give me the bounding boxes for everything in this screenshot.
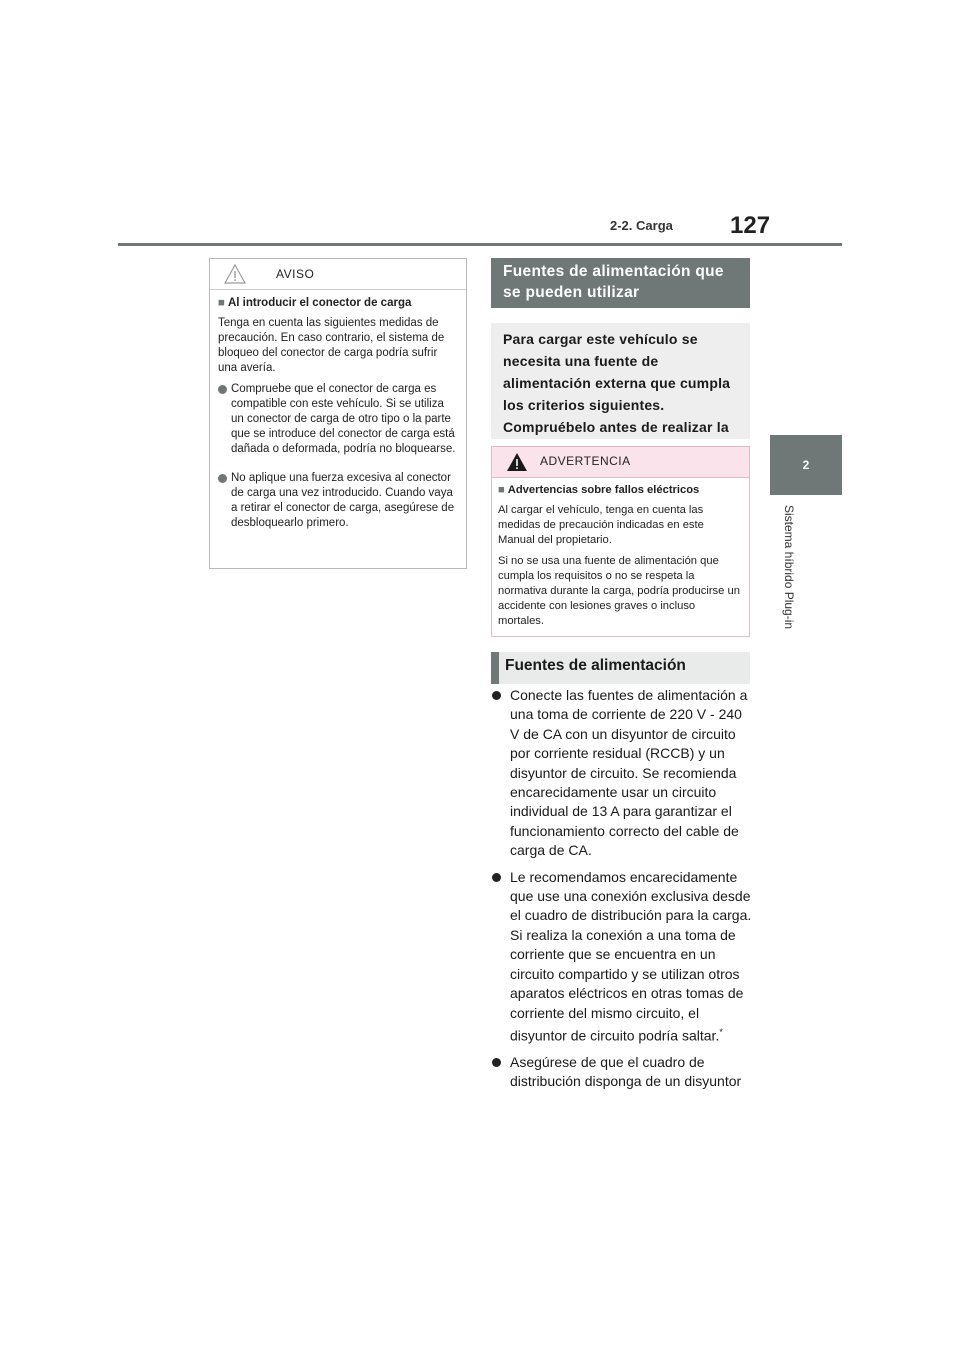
chapter-tab: [770, 435, 842, 495]
warning-box: [491, 446, 750, 637]
caution-intro: Tenga en cuenta las siguientes medidas de precaución. En caso contrario, el sistema de bloqueo del conector de carga podría sufrir una avería.: [218, 317, 445, 374]
bullet-dot-icon: [492, 691, 501, 700]
warning-label: ADVERTENCIA: [540, 454, 631, 468]
caution-label: AVISO: [276, 267, 315, 281]
section-intro: Para cargar este vehículo se necesita una fuente de alimentación externa que cumpla los criterios siguientes. Compruébelo antes de realizar la: [491, 323, 750, 439]
section-heading: 2-2. Carga: [610, 218, 673, 233]
chapter-title: Sistema híbrido Plug-in: [782, 505, 796, 630]
square-bullet-icon: ■: [498, 484, 505, 496]
list-item: [491, 686, 753, 861]
circle-bullet-icon: [218, 474, 227, 483]
list-item-text: Le recomendamos encarecidamente que use una conexión exclusiva desde el cuadro de distribución para la carga. Si realiza la conexión a una toma de corriente que se encuentra en un circuito compartido y se utilizan otros aparatos eléctricos en otras tomas de corriente del mismo circuito, el disyuntor de circuito podría saltar.: [510, 868, 752, 1044]
list-item-text: Asegúrese de que el cuadro de distribución disponga de un disyuntor: [510, 1053, 742, 1090]
chapter-side-label: [782, 505, 804, 647]
square-bullet-icon: ■: [218, 297, 225, 309]
caution-box: [209, 258, 467, 569]
chapter-number: 2: [802, 458, 810, 472]
circle-bullet-icon: [218, 385, 227, 394]
bullet-dot-icon: [492, 1058, 501, 1067]
warning-body: [492, 478, 749, 629]
subsection-title: Fuentes de alimentación: [491, 652, 750, 684]
warning-header: [492, 447, 749, 478]
bullet-dot-icon: [492, 873, 501, 882]
list-item: [491, 868, 753, 1046]
section-title: Fuentes de alimentación que se pueden utilizar: [491, 258, 750, 308]
caution-item-text: No aplique una fuerza excesiva al conector de carga una vez introducido. Cuando vaya a retirar el conector de carga, asegúrese de desbloquearlo primero.: [231, 472, 455, 529]
caution-item: [218, 471, 458, 531]
bullet-list: [491, 686, 753, 1099]
warning-subheading-text: Advertencias sobre fallos eléctricos: [507, 484, 700, 496]
caution-triangle-icon: [224, 264, 246, 284]
page-number: 127: [730, 212, 771, 239]
caution-body: [210, 290, 466, 531]
caution-item: [218, 382, 458, 457]
caution-header: [210, 259, 466, 290]
warning-subheading: [498, 483, 743, 498]
caution-subheading: [218, 296, 458, 311]
footnote-mark: *: [719, 1026, 723, 1037]
caution-item-text: Compruebe que el conector de carga es compatible con este vehículo. Si se utiliza un conector de carga de otro tipo o la parte que se introduce del conector de carga está dañada o deformada, podría no bloquearse.: [231, 383, 456, 455]
header-divider: [118, 243, 842, 246]
warning-triangle-icon: [506, 452, 528, 472]
caution-subheading-text: Al introducir el conector de carga: [227, 297, 412, 309]
warning-paragraph: Al cargar el vehículo, tenga en cuenta las medidas de precaución indicadas en este Manual del propietario.: [498, 504, 704, 546]
list-item-text: Conecte las fuentes de alimentación a una toma de corriente de 220 V - 240 V de CA con un disyuntor de circuito por corriente residual (RCCB) y un disyuntor de circuito. Se recomienda encarecidamente usar un circuito individual de 13 A para garantizar el funcionamiento correcto del cable de carga de CA.: [510, 687, 748, 859]
list-item: [491, 1053, 753, 1092]
warning-paragraph: Si no se usa una fuente de alimentación que cumpla los requisitos o no se respeta la normativa durante la carga, podría producirse un accidente con lesiones graves o incluso mortales.: [498, 555, 740, 627]
